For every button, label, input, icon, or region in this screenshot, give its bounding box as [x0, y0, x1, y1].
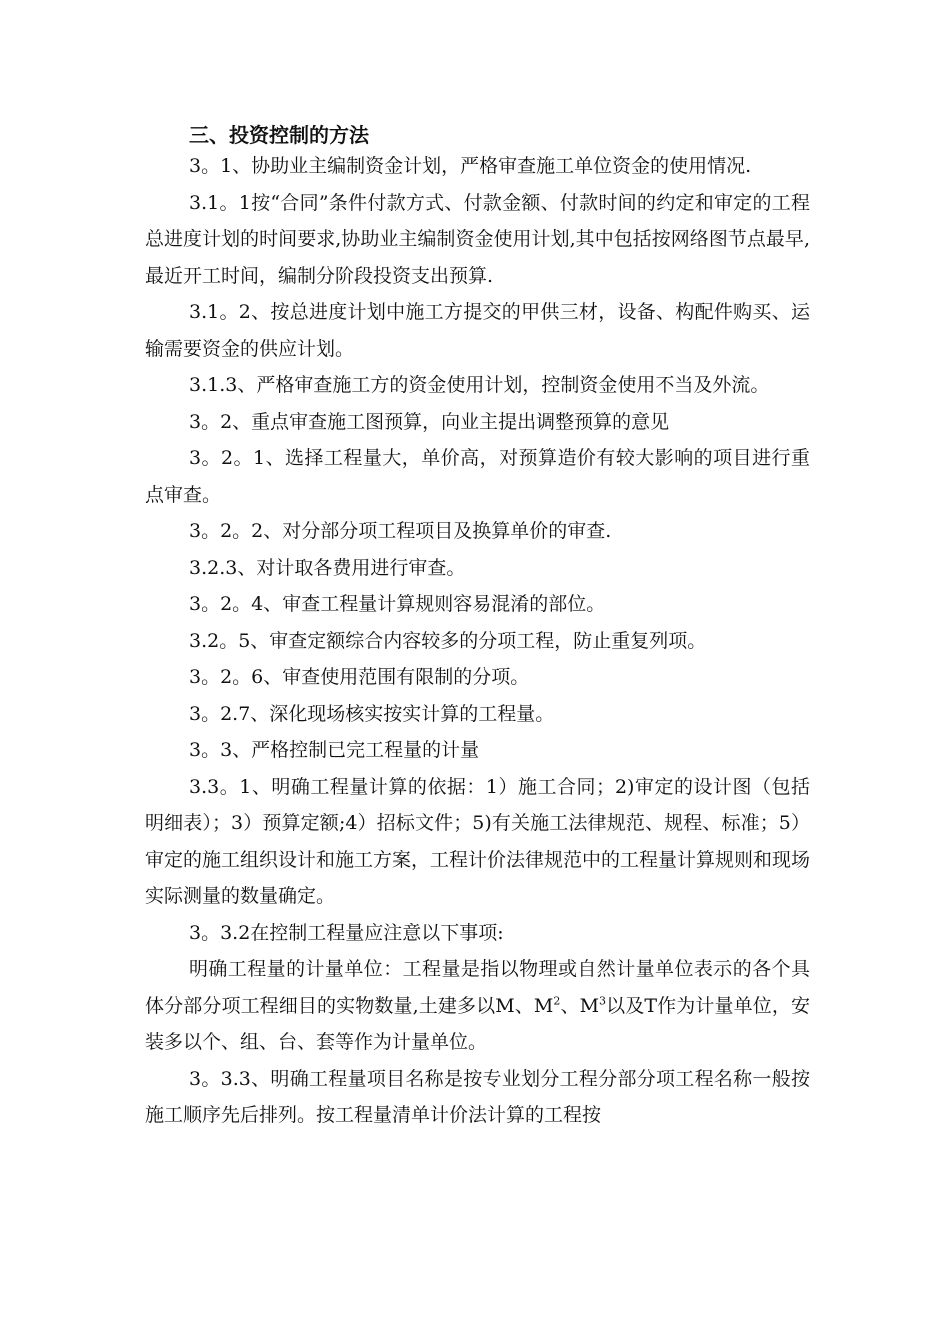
paragraph-3-3-1: 3.3。1、明确工程量计算的依据：1）施工合同；2)审定的设计图（包括明细表）；3）预算定额;4）招标文件；5)有关施工法律规范、规程、标准；5）审定的施工组织设计和施工方案，工程计价法律规范中的工程量计算规则和现场实际测量的数量确定。: [145, 775, 811, 907]
section-heading: 三、投资控制的方法: [189, 123, 369, 147]
paragraph-3-2: 3。2、重点审查施工图预算，向业主提出调整预算的意见: [189, 410, 670, 433]
units-superscript-3: 3: [599, 994, 607, 1008]
units-text-part1: 明确工程量的计量单位：工程量是指以物理或自然计量单位表示的各个具体分部分项工程细目的实物数量,土建多以M、M: [145, 958, 810, 1017]
units-text-part3: 以及T作为计量单位，安装多以个、组、台、套等作为计量单位。: [145, 994, 810, 1053]
paragraph-3-3: 3。3、严格控制已完工程量的计量: [189, 739, 480, 761]
paragraph-3-3-2: 3。3.2在控制工程量应注意以下事项:: [189, 921, 504, 944]
paragraph-3-1-3: 3.1.3、严格审查施工方的资金使用计划，控制资金使用不当及外流。: [189, 374, 770, 396]
paragraph-3-1-2: 3.1。2、按总进度计划中施工方提交的甲供三材，设备、构配件购买、运输需要资金的供应计划。: [145, 301, 810, 360]
units-superscript-2: 2: [553, 994, 561, 1008]
paragraph-3-2-5: 3.2。5、审查定额综合内容较多的分项工程，防止重复列项。: [189, 629, 707, 652]
paragraph-3-2-7: 3。2.7、深化现场核实按实计算的工程量。: [189, 702, 555, 725]
paragraph-3-1-1: 3.1。1按“合同”条件付款方式、付款金额、付款时间的约定和审定的工程总进度计划的时间要求,协助业主编制资金使用计划,其中包括按网络图节点最早,最近开工时间，编制分阶段投资支出预算.: [145, 191, 810, 287]
paragraph-3-2-3: 3.2.3、对计取各费用进行审查。: [189, 556, 466, 579]
paragraph-measurement-units: [145, 951, 810, 1061]
units-text-part2: 、M: [560, 994, 600, 1017]
paragraph-3-2-6: 3。2。6、审查使用范围有限制的分项。: [189, 666, 530, 688]
paragraph-3-2-1: 3。2。1、选择工程量大，单价高，对预算造价有较大影响的项目进行重点审查。: [145, 447, 810, 506]
paragraph-3-3-3: 3。3.3、明确工程量项目名称是按专业划分工程分部分项工程名称一般按施工顺序先后排列。按工程量清单计价法计算的工程按: [145, 1067, 810, 1126]
paragraph-3-1: 3。1、协助业主编制资金计划，严格审查施工单位资金的使用情况.: [189, 155, 752, 177]
paragraph-3-2-2: 3。2。2、对分部分项工程项目及换算单价的审查.: [189, 520, 612, 542]
document-body: [145, 118, 810, 1134]
paragraph-3-2-4: 3。2。4、审查工程量计算规则容易混淆的部位。: [189, 593, 606, 615]
